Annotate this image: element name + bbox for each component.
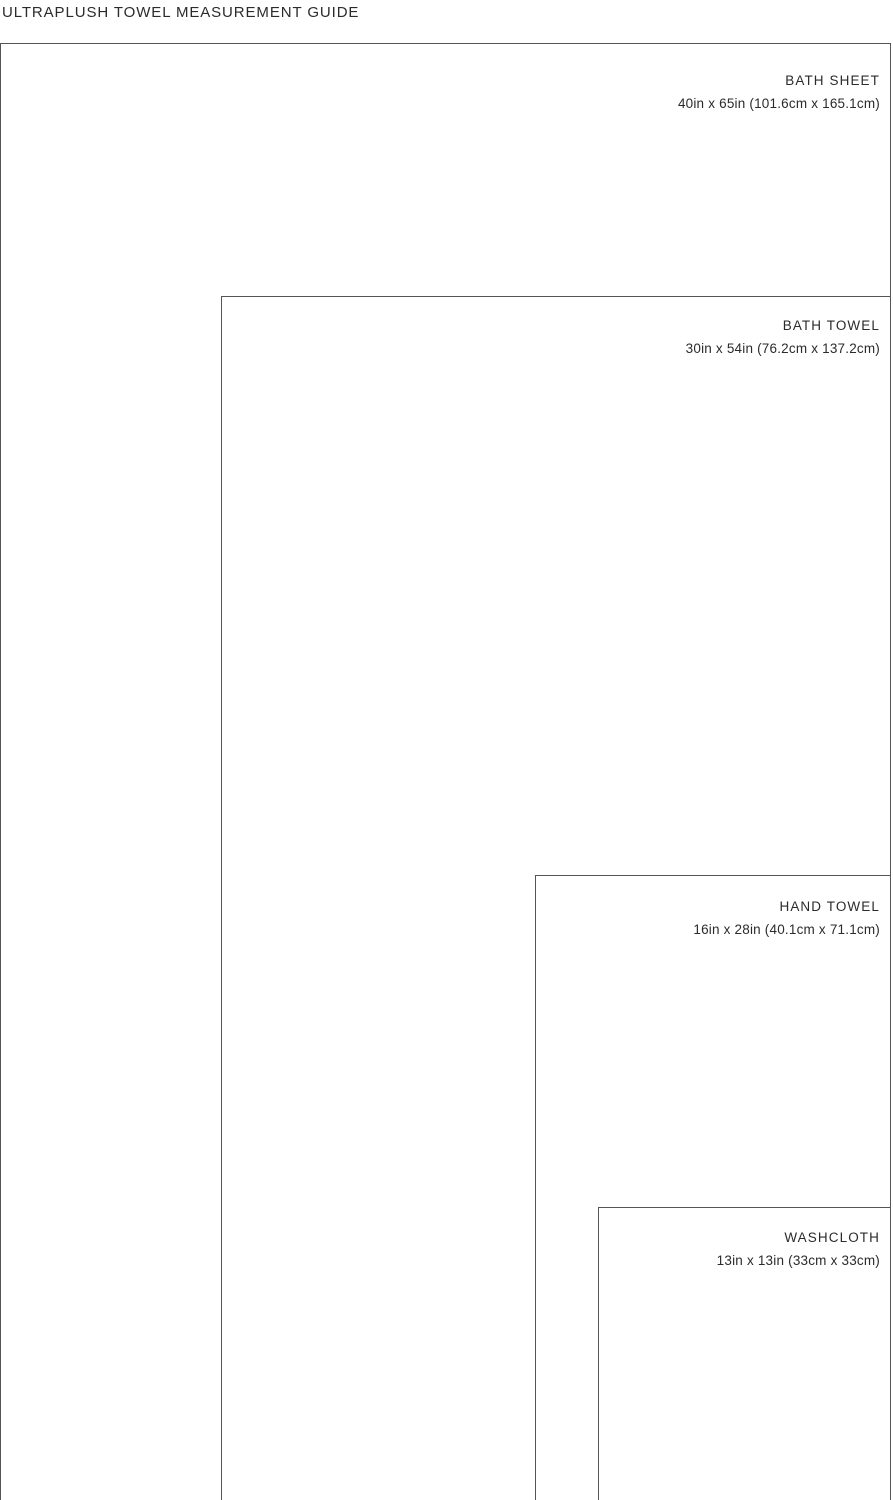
- size-dimensions-bath-towel: 30in x 54in (76.2cm x 137.2cm): [685, 340, 880, 356]
- size-name-washcloth: WASHCLOTH: [784, 1230, 880, 1245]
- size-dimensions-hand-towel: 16in x 28in (40.1cm x 71.1cm): [693, 921, 880, 937]
- size-label-bath-sheet: [678, 71, 880, 113]
- size-name-bath-towel: BATH TOWEL: [782, 318, 880, 333]
- size-label-bath-towel: [686, 316, 880, 358]
- size-dimensions-bath-sheet: 40in x 65in (101.6cm x 165.1cm): [677, 95, 880, 111]
- size-name-hand-towel: HAND TOWEL: [779, 899, 880, 914]
- size-label-hand-towel: [693, 897, 880, 939]
- size-name-bath-sheet: BATH SHEET: [785, 73, 880, 88]
- size-dimensions-washcloth: 13in x 13in (33cm x 33cm): [716, 1252, 880, 1268]
- size-label-washcloth: [717, 1228, 880, 1270]
- page-title: ULTRAPLUSH TOWEL MEASUREMENT GUIDE: [2, 4, 360, 21]
